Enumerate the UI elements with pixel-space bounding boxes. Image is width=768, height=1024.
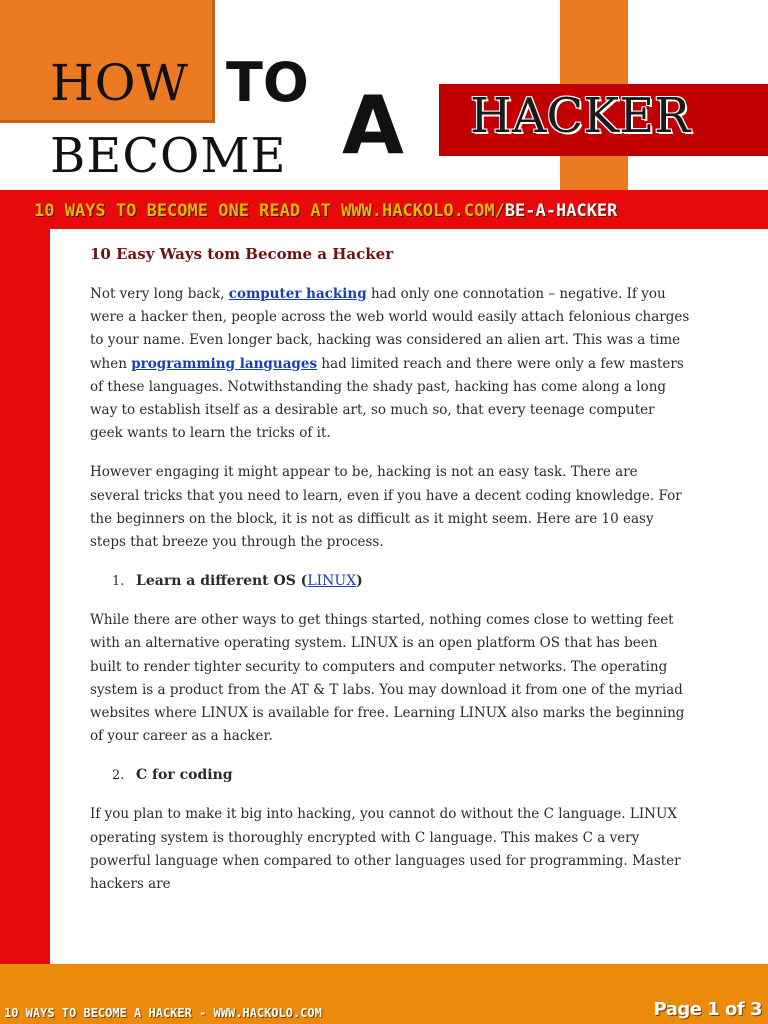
article-heading: 10 Easy Ways tom Become a Hacker	[90, 245, 394, 263]
list-item-1	[90, 570, 690, 593]
footer-site-text: 10 WAYS TO BECOME A HACKER - WWW.HACKOLO.COM	[4, 1006, 322, 1020]
article-body	[90, 245, 690, 912]
intro-text-3: had limited reach and there were only a few masters of these languages. Notwithstanding the shady past, hacking has come along a long way to establish itself as a desirable art, so much so, that every teenage computer geek wants to learn the tricks of it.	[90, 355, 684, 442]
link-linux[interactable]: LINUX	[307, 573, 357, 590]
list-item-2-number: 2.	[112, 768, 125, 784]
paragraph-engaging: However engaging it might appear to be, hacking is not an easy task. There are several tricks that you need to learn, even if you have a decent coding knowledge. For the beginners on the block, it is not as difficult as it might seem. Here are 10 easy steps that breeze you through the process.	[90, 464, 682, 551]
cover-title-a: A	[342, 79, 404, 172]
link-programming-languages[interactable]: programming languages	[131, 355, 318, 372]
cover-title-become: BECOME	[50, 128, 287, 184]
item1-text-before: Learn a different OS (	[136, 573, 308, 590]
list-item-1-number: 1.	[112, 574, 125, 590]
list-item-2	[90, 764, 690, 787]
banner-text-tail: BE-A-HACKER	[504, 201, 618, 221]
link-computer-hacking[interactable]: computer hacking	[228, 286, 367, 302]
paragraph-intro	[90, 283, 690, 445]
list-item-1-title	[136, 570, 363, 593]
paragraph-c-language: If you plan to make it big into hacking, you cannot do without the C language. LINUX operating system is thoroughly encrypted with C language. This makes C a very powerful language when compared to other languages used for programming. Master hackers are	[90, 806, 681, 893]
left-margin-bar	[0, 229, 50, 964]
banner-text-main: 10 WAYS TO BECOME ONE READ AT WWW.HACKOLO.COM/	[34, 201, 505, 221]
intro-text-1: Not very long back,	[90, 286, 229, 302]
list-item-2-title: C for coding	[136, 767, 233, 784]
cover-title-to: TO	[226, 51, 309, 114]
banner-text	[34, 201, 617, 221]
item1-text-after: )	[356, 573, 363, 590]
paragraph-linux: While there are other ways to get things started, nothing comes close to wetting feet with an alternative operating system. LINUX is an open platform OS that has been built to render tighter security to computers and computer networks. The operating system is a product from the AT & T labs. You may download it from one of the myriad websites where LINUX is available for free. Learning LINUX also marks the beginning of your career as a hacker.	[90, 612, 685, 745]
intro-text-2: had only one connotation – negative. If you were a hacker then, people across the web world would easily attach felonious charges to your name. Even longer back, hacking was considered an alien art. This was a time when	[90, 286, 690, 372]
cover-title-hacker: HACKER	[470, 88, 691, 144]
cover-title-how: HOW	[50, 54, 189, 112]
page-indicator: Page 1 of 3	[653, 999, 762, 1020]
